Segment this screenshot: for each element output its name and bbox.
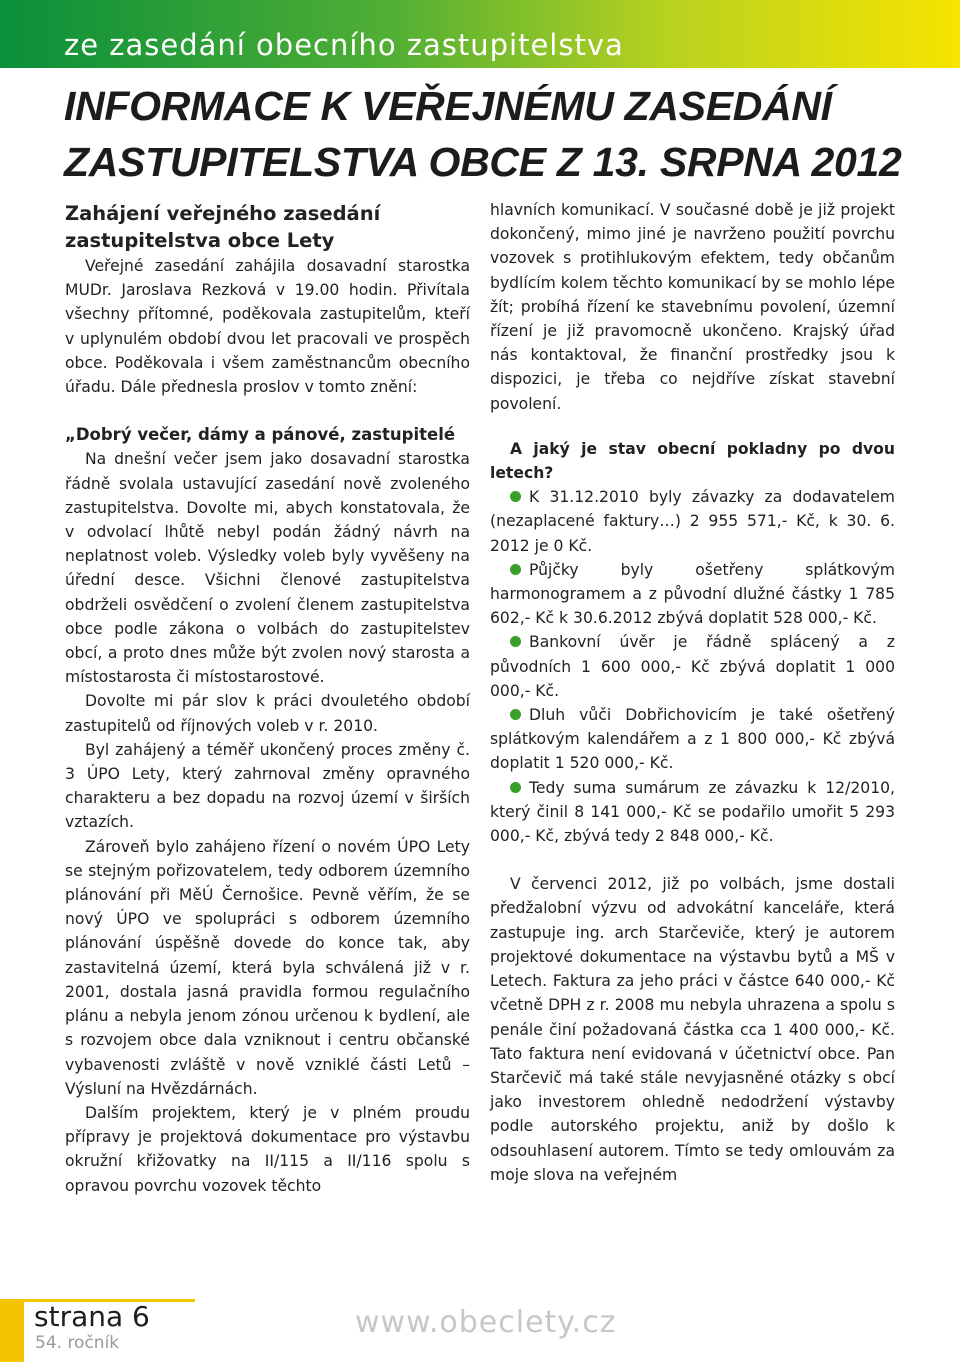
website-link[interactable]: www.obeclety.cz [355,1305,617,1340]
list-item [490,776,895,849]
footer-accent-block [0,1299,24,1362]
paragraph: hlavních komunikací. V současné době je již projekt dokončený, mimo jiné je navrženo použití povrchu vozovek s protihlukovým efektem, tedy občanům bydlícím kolem těchto komunikací by se mohlo lépe žít; probíhá řízení ke stavebnímu povolení, územní řízení je již pravomocně ukončeno. Krajský úřad nás kontaktoval, že finanční prostředky jsou k dispozici, je třeba co nejdříve získat stavební povolení. [490,201,895,413]
paragraph: Byl zahájený a téměř ukončený proces změny č. 3 ÚPO Lety, který zahrnoval změny opravného charakteru a bez dopadu na rozvoj území v širších vztazích. [65,740,470,832]
intro-paragraph: Veřejné zasedání zahájila dosavadní starostka MUDr. Jaroslava Rezková v 19.00 hodin. Přivítala všechny přítomné, poděkovala zastupitelům, kteří v uplynulém období dvou let pracovali ve prospěch obce. Poděkovala i všem zaměstnancům obecního úřadu. Dále přednesla proslov v tomto znění: [65,257,470,397]
volume-label: 54. ročník [35,1333,120,1353]
list-item [490,485,895,558]
list-item [490,703,895,776]
list-item-text: Tedy suma sumárum ze závazku k 12/2010, který činil 8 141 000,- Kč se podařilo umořit 5 293 000,- Kč, zbývá tedy 2 848 000,- Kč. [490,778,895,846]
title-line-1: INFORMACE K VEŘEJNÉMU ZASEDÁNÍ [64,83,832,129]
list-item [490,630,895,703]
left-column [65,200,470,1198]
paragraph: Dalším projektem, který je v plném proudu přípravy je projektová dokumentace pro výstavbu okružní křižovatky na II/115 a II/116 spolu s opravou povrchu vozovek těchto [65,1103,470,1195]
page-number: strana 6 [34,1300,150,1333]
paragraph: V červenci 2012, již po volbách, jsme dostali předžalobní výzvu od advokátní kanceláře, která zastupuje ing. arch Starčeviče, který je autorem projektové dokumentace na výstavbu bytů a MŠ v Letech. Faktura za jeho práci v částce 640 000,- Kč včetně DPH z r. 2008 mu nebyla uhrazena a spolu s penále činí požadovaná částka cca 1 400 000,- Kč. Tato faktura není evidovaná v účetnictví obce. Pan Starčevič má také stále nevyjasněné otázky s obcí jako investorem ohledně nedodržení výstavby podle autorského projektu, aniž by došlo k odsouhlasení autorem. Tímto se tedy omlouvám za moje slova na veřejném [490,875,895,1184]
bullet-icon [510,491,521,502]
bullet-icon [510,709,521,720]
list-item-text: Dluh vůči Dobřichovicím je také ošetřený splátkovým kalendářem a z 1 800 000,- Kč zbývá doplatit 1 520 000,- Kč. [490,706,895,773]
list-item-text: Bankovní úvěr je řádně splácený a z původních 1 600 000,- Kč zbývá doplatit 1 000 000,- Kč. [490,633,895,700]
right-column [490,198,895,1187]
bullet-icon [510,636,521,647]
list-item-text: K 31.12.2010 byly závazky za dodavatelem (nezaplacené faktury…) 2 955 571,- Kč, k 30. 6. 2012 je 0 Kč. [490,488,895,555]
quote-heading: „Dobrý večer, dámy a pánové, zastupitelé [65,425,456,445]
bullet-icon [510,782,521,793]
paragraph: Dovolte mi pár slov k práci dvouletého období zastupitelů od říjnových voleb v r. 2010. [65,692,470,735]
list-item [490,558,895,631]
subheading: Zahájení veřejného zasedání zastupitelstva obce Lety [65,202,381,252]
list-item-text: Půjčky byly ošetřeny splátkovým harmonogramem a z původní dlužné částky 1 785 602,- Kč k 30.6.2012 zbývá doplatit 528 000,- Kč. [490,560,895,628]
bullet-icon [510,564,521,575]
paragraph: Na dnešní večer jsem jako dosavadní starostka řádně svolala ustavující zasedání nově zvoleného zastupitelstva. Dovolte mi, abych konstatovala, že v odvolací lhůtě nebyl podán žádný návrh na neplatnost voleb. Výsledky voleb byly vyvěšeny na úřední desce. Všichni členové zastupitelstva obdrželi osvědčení o zvolení členem zastupitelstva obce podle zákona o volbách do zastupitelstev obcí, a proto dnes může být zvolen nový starosta a místostarosta či místostarostové. [65,450,470,687]
section-label: ze zasedání obecního zastupitelstva [64,28,624,62]
question-heading: A jaký je stav obecní pokladny po dvou letech? [490,439,895,483]
title-line-2: ZASTUPITELSTVA OBCE Z 13. SRPNA 2012 [64,139,902,185]
article-title [64,78,914,190]
paragraph: Zároveň bylo zahájeno řízení o novém ÚPO Lety se stejným pořizovatelem, tedy odborem územního plánování při MěÚ Černošice. Pevně věřím, že se nový ÚPO ve spolupráci s odborem územního plánování úspěšně dovede do konce tak, aby zastavitelná území, která byla schválená již v r. 2001, dostala jasná pravidla formou regulačního plánu a nebyla jenom zónou určenou k bydlení, ale s rozvojem obce dala vzniknout i centru občanské vybavenosti zvláště v nově vzniklé části Letů – Výsluní na Hvězdárnách. [65,837,470,1098]
